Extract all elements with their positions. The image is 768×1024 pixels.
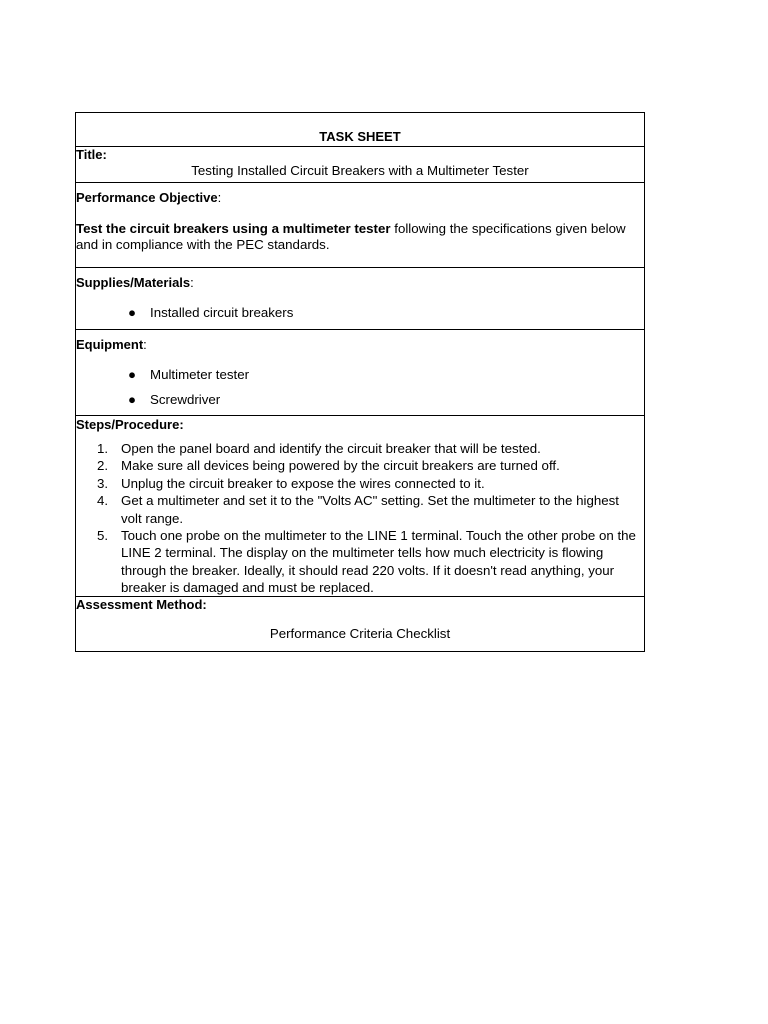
steps-label: Steps/Procedure: — [76, 417, 184, 432]
title-value: Testing Installed Circuit Breakers with a Multimeter Tester — [191, 163, 529, 178]
objective-row — [76, 183, 644, 268]
supplies-row — [76, 268, 644, 330]
objective-bold-text: Test the circuit breakers using a multimeter tester — [76, 221, 391, 236]
equipment-row — [76, 330, 644, 416]
step-number: 4. — [97, 493, 109, 509]
equipment-item-text: Screwdriver — [150, 392, 221, 407]
bullet-icon: ● — [128, 392, 137, 407]
step-item — [76, 492, 640, 527]
equipment-item-text: Multimeter tester — [150, 367, 250, 382]
objective-label — [76, 190, 221, 206]
supplies-label-colon: : — [190, 275, 194, 290]
step-text: Open the panel board and identify the circuit breaker that will be tested. — [121, 441, 541, 456]
objective-rest-text: following the specifications given below and in compliance with the PEC standards. — [76, 221, 626, 252]
assessment-label: Assessment Method: — [76, 597, 207, 612]
step-text: Get a multimeter and set it to the "Volts AC" setting. Set the multimeter to the highest volt range. — [121, 493, 619, 526]
steps-row — [76, 416, 644, 597]
equipment-label-colon: : — [143, 337, 147, 352]
step-item — [76, 440, 640, 457]
step-item — [76, 475, 640, 492]
step-number: 1. — [97, 441, 109, 456]
assessment-value: Performance Criteria Checklist — [269, 626, 451, 641]
supply-item-text: Installed circuit breakers — [150, 305, 294, 320]
supplies-label — [76, 275, 194, 291]
objective-text — [76, 221, 642, 253]
step-text: Touch one probe on the multimeter to the LINE 1 terminal. Touch the other probe on the LINE 2 terminal. The display on the multimeter tells how much electricity is flowing through the breaker. Ideally, it should read 220 volts. If it doesn't read anything, your breaker is damaged and must be replaced. — [121, 528, 636, 596]
equipment-label — [76, 337, 147, 353]
equipment-label-text: Equipment — [76, 337, 144, 352]
bullet-icon: ● — [128, 305, 137, 320]
step-number: 2. — [97, 458, 109, 474]
steps-list — [76, 440, 640, 597]
task-sheet-heading: TASK SHEET — [319, 129, 401, 144]
step-item — [76, 527, 640, 597]
objective-label-text: Performance Objective — [76, 190, 218, 205]
assessment-row — [76, 597, 644, 651]
supplies-label-text: Supplies/Materials — [76, 275, 191, 290]
objective-label-colon: : — [217, 190, 222, 205]
step-text: Make sure all devices being powered by the circuit breakers are turned off. — [121, 458, 560, 474]
step-number: 5. — [97, 528, 109, 544]
step-number: 3. — [97, 475, 109, 491]
title-label: Title: — [76, 147, 107, 162]
title-row — [76, 147, 644, 183]
bullet-icon: ● — [128, 367, 137, 382]
header-row — [76, 113, 644, 147]
step-text: Unplug the circuit breaker to expose the wires connected to it. — [121, 475, 485, 491]
step-item — [76, 457, 640, 474]
task-sheet-table — [75, 112, 645, 652]
